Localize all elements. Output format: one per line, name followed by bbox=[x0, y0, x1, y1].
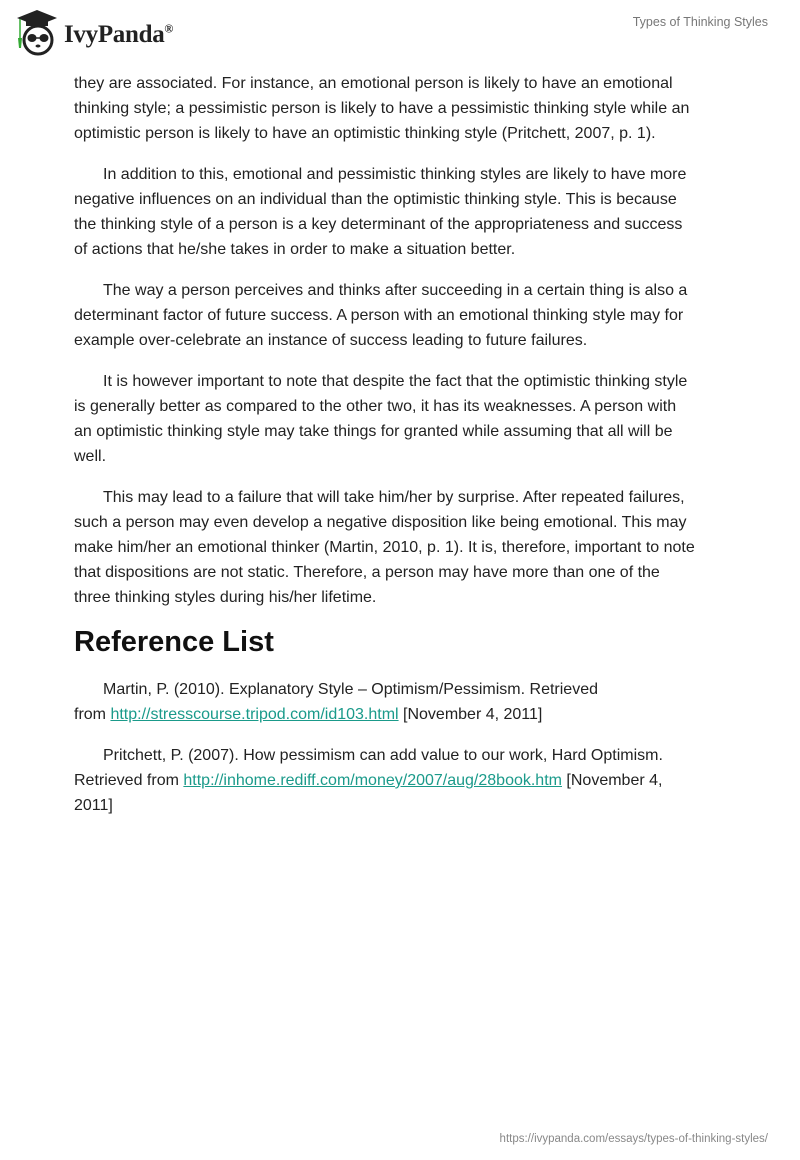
paragraph-line: example over-celebrate an instance of success leading to future failures. bbox=[74, 332, 588, 349]
paragraph-line: the thinking style of a person is a key determinant of the appropriateness and success bbox=[74, 216, 683, 233]
reference-item bbox=[74, 743, 744, 818]
paragraph-line: negative influences on an individual than the optimistic thinking style. This is because bbox=[74, 191, 677, 208]
paragraph-line: This may lead to a failure that will take him/her by surprise. After repeated failures, bbox=[103, 489, 685, 506]
brand-text: IvyPanda bbox=[64, 21, 165, 48]
paragraph-line: of actions that he/she takes in order to make a situation better. bbox=[74, 241, 516, 258]
ivypanda-logo[interactable] bbox=[16, 8, 173, 56]
reference-link[interactable]: http://inhome.rediff.com/money/2007/aug/28book.htm bbox=[183, 772, 562, 789]
reference-source bbox=[74, 702, 744, 727]
paragraph-line: The way a person perceives and thinks after succeeding in a certain thing is also a bbox=[103, 282, 688, 299]
paragraph-line: is generally better as compared to the other two, it has its weaknesses. A person with bbox=[74, 398, 677, 415]
paragraph-line: determinant factor of future success. A person with an emotional thinking style may for bbox=[74, 307, 684, 324]
essay-content bbox=[74, 71, 744, 834]
reference-access-date: [November 4, bbox=[561, 772, 663, 789]
panda-graduate-icon bbox=[16, 8, 58, 56]
paragraph-line: they are associated. For instance, an emotional person is likely to have an emotional bbox=[74, 75, 673, 92]
paragraph-line: that dispositions are not static. Therefore, a person may have more than one of the bbox=[74, 564, 660, 581]
registered-mark: ® bbox=[164, 21, 174, 36]
reference-list bbox=[74, 677, 744, 818]
paragraph-line: three thinking styles during his/her lifetime. bbox=[74, 589, 377, 606]
paragraph-line: optimistic person is likely to have an optimistic thinking style (Pritchett, 2007, p. 1). bbox=[74, 125, 656, 142]
paragraph-line: In addition to this, emotional and pessimistic thinking styles are likely to have more bbox=[103, 166, 687, 183]
essay-body bbox=[74, 71, 744, 610]
reference-source bbox=[74, 768, 744, 793]
essay-paragraph bbox=[74, 162, 744, 262]
paragraph-line: make him/her an emotional thinker (Martin, 2010, p. 1). It is, therefore, important to note bbox=[74, 539, 695, 556]
paragraph-line: an optimistic thinking style may take things for granted while assuming that all will be bbox=[74, 423, 673, 440]
source-url: https://ivypanda.com/essays/types-of-thinking-styles/ bbox=[499, 1133, 768, 1145]
reference-list-heading: Reference List bbox=[74, 626, 274, 658]
reference-access-date-cont: 2011] bbox=[74, 797, 113, 814]
essay-paragraph bbox=[74, 485, 744, 610]
paragraph-line: thinking style; a pessimistic person is likely to have a pessimistic thinking style while an bbox=[74, 100, 690, 117]
essay-paragraph bbox=[74, 71, 744, 146]
reference-prefix: Retrieved from bbox=[74, 772, 184, 789]
reference-link[interactable]: http://stresscourse.tripod.com/id103.html bbox=[110, 706, 399, 723]
essay-paragraph bbox=[74, 369, 744, 469]
reference-citation: Martin, P. (2010). Explanatory Style – Optimism/Pessimism. Retrieved bbox=[103, 681, 598, 698]
essay-paragraph bbox=[74, 278, 744, 353]
reference-access-date: [November 4, 2011] bbox=[398, 706, 543, 723]
paragraph-line: It is however important to note that despite the fact that the optimistic thinking style bbox=[103, 373, 688, 390]
brand-name bbox=[64, 21, 173, 49]
paragraph-line: well. bbox=[74, 448, 107, 465]
reference-item bbox=[74, 677, 744, 727]
document-title: Types of Thinking Styles bbox=[632, 15, 768, 29]
paragraph-line: such a person may even develop a negative disposition like being emotional. This may bbox=[74, 514, 687, 531]
reference-prefix: from bbox=[74, 706, 111, 723]
reference-citation: Pritchett, P. (2007). How pessimism can add value to our work, Hard Optimism. bbox=[103, 747, 663, 764]
